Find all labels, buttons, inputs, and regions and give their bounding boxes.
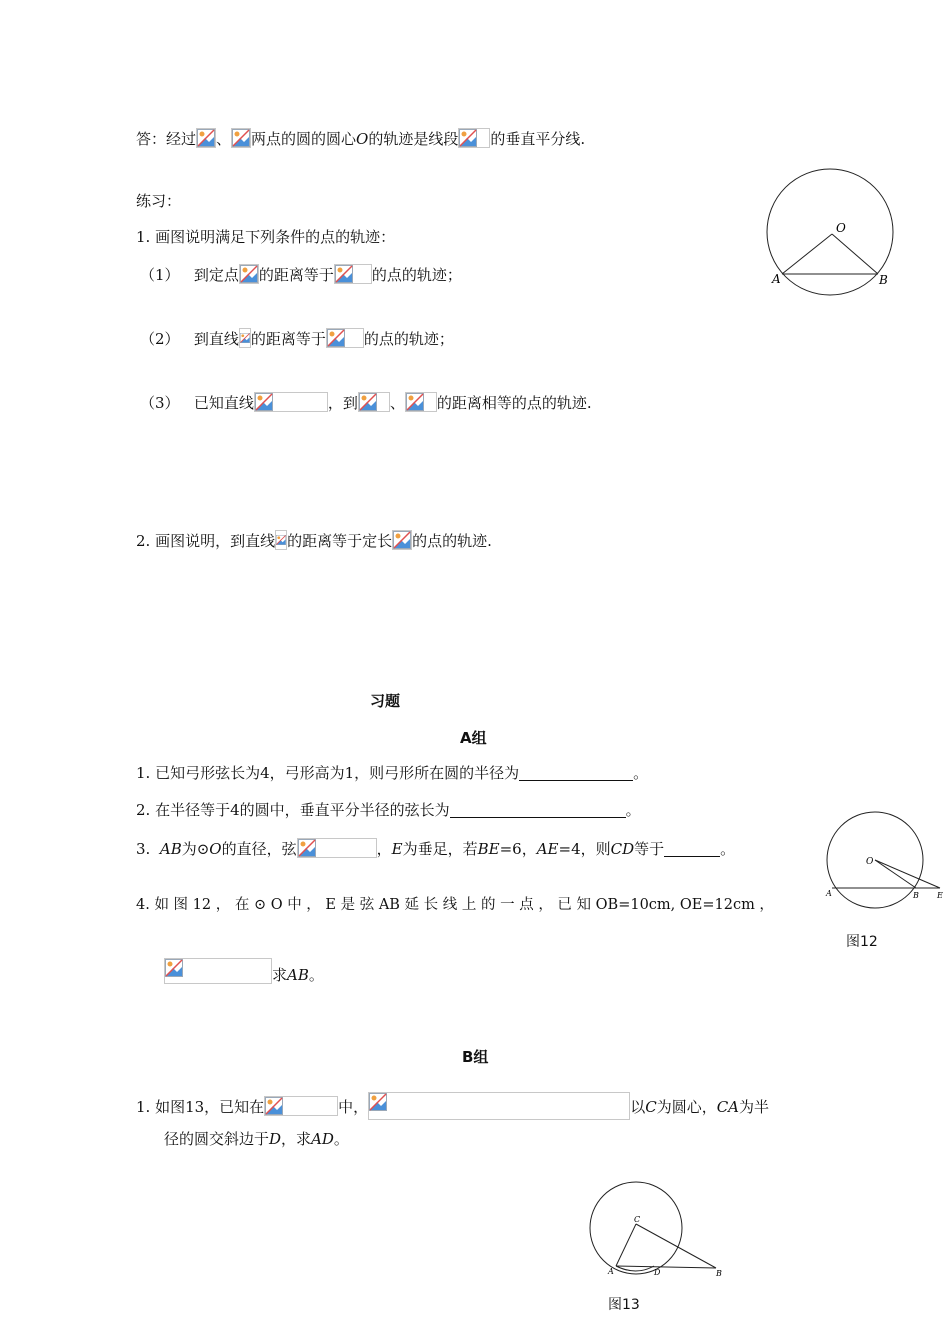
item-text: 的距离等于 — [258, 266, 334, 284]
figure-12-caption: 图12 — [846, 934, 878, 950]
item-text: 的距离相等的点的轨迹. — [436, 394, 592, 412]
var-O: O — [209, 840, 222, 858]
image-placeholder-icon — [368, 1092, 630, 1120]
item-text: =6， — [499, 840, 537, 858]
var-AB: AB — [287, 966, 309, 984]
item-text: ， — [376, 840, 392, 858]
image-placeholder-icon — [275, 530, 287, 550]
practice-heading: 练习： — [136, 192, 182, 210]
item-text: 求 — [272, 966, 288, 984]
image-placeholder-icon — [458, 128, 490, 148]
exercise-a4-line2 — [164, 958, 324, 986]
group-b-heading: B组 — [462, 1048, 489, 1066]
label-O: O — [866, 857, 874, 867]
item-text: 。 — [625, 801, 641, 819]
item-text: 1. 已知弓形弦长为4，弓形高为1，则弓形所在圆的半径为 — [136, 764, 520, 782]
label-O: O — [836, 221, 846, 235]
item-text: 2. 画图说明，到直线 — [136, 532, 276, 550]
item-text: 为垂足，若 — [402, 840, 478, 858]
var-D: D — [269, 1130, 282, 1148]
exercises-title: 习题 — [370, 692, 401, 710]
label-E: E — [937, 891, 943, 900]
item-text: 为⊙ — [181, 840, 210, 858]
image-placeholder-icon — [358, 392, 390, 412]
image-placeholder-icon — [164, 958, 272, 984]
item-text: ，求 — [281, 1130, 312, 1148]
item-text: 的距离等于定长 — [287, 532, 393, 550]
label-D: D — [654, 1268, 661, 1277]
item-text: 1. 如图13，已知在 — [136, 1098, 265, 1116]
practice-q2 — [136, 530, 492, 552]
var-AD: AD — [311, 1130, 334, 1148]
var-AB: AB — [159, 840, 182, 858]
item-text: 等于 — [634, 840, 665, 858]
item-text: 的直径，弦 — [221, 840, 297, 858]
answer-text: 的垂直平分线. — [490, 130, 586, 148]
item-text: 的点的轨迹. — [412, 532, 492, 550]
item-text: 的距离等于 — [250, 330, 326, 348]
answer-blank — [450, 801, 626, 818]
label-B: B — [716, 1269, 722, 1278]
label-A: A — [772, 272, 781, 286]
item-text: 。 — [720, 840, 736, 858]
var-BE: BE — [477, 840, 500, 858]
image-placeholder-icon — [231, 128, 251, 148]
item-text: =4，则 — [558, 840, 611, 858]
image-placeholder-icon — [326, 328, 364, 348]
image-placeholder-icon — [334, 264, 372, 284]
var-CD: CD — [610, 840, 635, 858]
item-number: 3. — [136, 840, 151, 858]
figure-13 — [588, 1180, 728, 1280]
exercise-a2 — [136, 799, 641, 821]
answer-text: 两点的圆的圆心 — [251, 130, 357, 148]
item-text: 、 — [389, 394, 405, 412]
var-E: E — [391, 840, 403, 858]
image-placeholder-icon — [392, 530, 412, 550]
practice-q1: 1. 画图说明满足下列条件的点的轨迹： — [136, 228, 396, 246]
practice-p1 — [140, 264, 462, 286]
exercise-b1-line1 — [136, 1092, 769, 1120]
item-text: 为半 — [739, 1098, 770, 1116]
item-text: 中， — [338, 1098, 369, 1116]
item-number: （3） — [140, 394, 180, 412]
var-O: O — [356, 130, 369, 148]
answer-blank — [664, 840, 720, 857]
exercise-a3 — [136, 838, 735, 860]
item-text: 以 — [630, 1098, 646, 1116]
item-text: 到直线 — [193, 330, 239, 348]
image-placeholder-icon — [405, 392, 437, 412]
answer-prefix: 答：经过 — [136, 130, 197, 148]
image-placeholder-icon — [239, 328, 251, 348]
answer-blank — [519, 764, 633, 781]
group-a-heading: A组 — [460, 729, 487, 747]
label-A: A — [608, 1267, 614, 1276]
exercise-b1-line2 — [164, 1128, 349, 1150]
image-placeholder-icon — [239, 264, 259, 284]
practice-p2 — [140, 328, 454, 350]
item-text: 2. 在半径等于4的圆中，垂直平分半径的弦长为 — [136, 801, 450, 819]
label-A: A — [826, 889, 832, 898]
var-C: C — [645, 1098, 657, 1116]
var-CA: CA — [716, 1098, 740, 1116]
item-text: 。 — [633, 764, 649, 782]
label-B: B — [879, 273, 888, 287]
item-text: 为圆心， — [656, 1098, 717, 1116]
figure-13-caption: 图13 — [608, 1297, 640, 1313]
label-B: B — [913, 891, 919, 900]
practice-p3 — [140, 392, 592, 414]
image-placeholder-icon — [196, 128, 216, 148]
item-text: 已知直线 — [193, 394, 254, 412]
item-number: （1） — [140, 266, 180, 284]
image-placeholder-icon — [297, 838, 377, 858]
item-number: （2） — [140, 330, 180, 348]
item-text: 到定点 — [193, 266, 239, 284]
item-text: 。 — [333, 1130, 349, 1148]
var-AE: AE — [536, 840, 559, 858]
separator: 、 — [216, 130, 232, 148]
item-text: 的点的轨迹； — [363, 330, 454, 348]
figure-12 — [820, 808, 948, 916]
label-C: C — [634, 1215, 641, 1224]
item-text: 径的圆交斜边于 — [164, 1130, 270, 1148]
answer-text: 的轨迹是线段 — [368, 130, 459, 148]
image-placeholder-icon — [264, 1096, 338, 1116]
image-placeholder-icon — [254, 392, 328, 412]
circle-figure-top — [760, 162, 900, 302]
item-text: 。 — [308, 966, 324, 984]
exercise-a4-line1: 4. 如 图 12 ， 在 ⊙ O 中 ， E 是 弦 AB 延 长 线 上 的 一 点 ， 已 知 OB=10cm, OE=12cm ， — [136, 897, 774, 913]
exercise-a1 — [136, 762, 648, 784]
item-text: 的点的轨迹； — [371, 266, 462, 284]
item-text: ，到 — [327, 394, 358, 412]
answer-line — [136, 128, 585, 150]
